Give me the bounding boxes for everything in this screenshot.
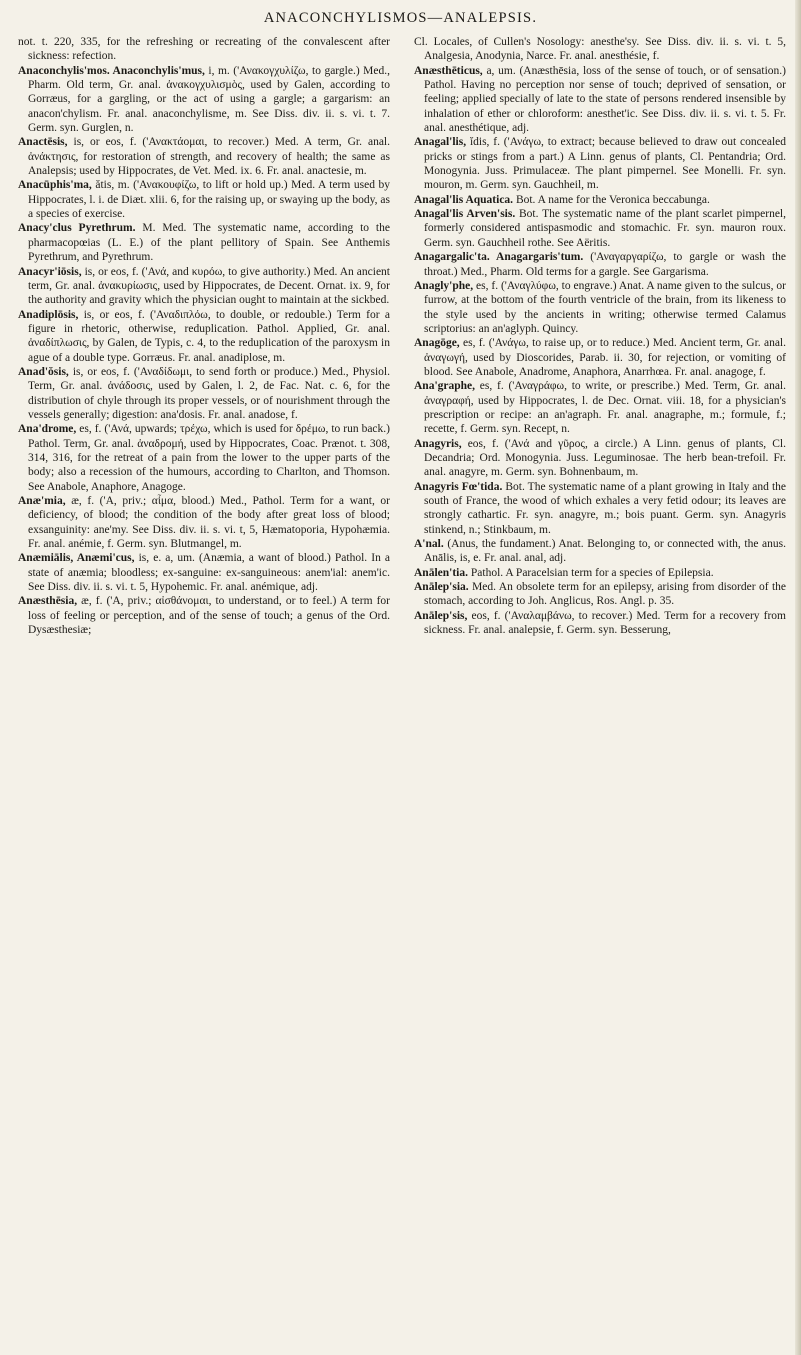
dictionary-entry: [414, 193, 786, 207]
entry-definition: not. t. 220, 335, for the refreshing or recreating of the convalescent after sickness: refection.: [18, 36, 390, 63]
dictionary-entry: [414, 580, 786, 609]
entry-definition: is, or eos, f. ('Ανακτάομαι, to recover.) Med. A term, Gr. anal. ἀνάκτησις, for restoration of strength, and recovery of health; the same as Analepsis; used by Hippocrates, de Vet. Med. ix. 6. Fr. anal. anactesie, m.: [28, 136, 391, 178]
entry-headword: Anālep'sis,: [414, 609, 468, 622]
dictionary-entry: [414, 279, 786, 336]
entry-definition: es, f. ('Αναγλύφω, to engrave.) Anat. A name given to the sulcus, or furrow, at the bottom of the fourth ventricle of the brain, from its likeness to the style used by the ancients in writing; otherwise termed Calamus scriptorius: an an'aglyph. Quincy.: [424, 279, 786, 335]
entry-definition: i, m. ('Ανακογχυλίζω, to gargle.) Med., Pharm. Old term, Gr. anal. ἀνακογχυλισμὸς, used by Galen, according to Gorræus, for a gargling, or the act of using a gargle; a gargarism: an anacon'chylism. Fr. anal. anaconchylisme, m. See Diss. div. ii. s. vi. t. 7. Germ. syn. Gurglen, n.: [28, 64, 391, 135]
entry-headword: Anagal'lis,: [414, 136, 467, 149]
entry-headword: Anagargalic'ta. Anagargaris'tum.: [414, 251, 584, 264]
dictionary-entry: [18, 35, 390, 64]
entry-headword: Anacūphis'ma,: [18, 179, 92, 192]
dictionary-entry: [18, 551, 390, 594]
entry-definition: a, um. (Anæsthēsia, loss of the sense of touch, or of sensation.) Pathol. Having no perception nor sense of touch; deprived of sensation, or feeling; applied specially of late to the state of persons rendered insensible by inhalation of ether or chloroform: anesthet'ic. See Diss. div. ii. s. vi. t. 5. Fr. anal. anesthétique, adj.: [424, 64, 786, 135]
dictionary-entry: [18, 308, 390, 365]
entry-definition: æ, f. ('A, priv.; αἰσθάνομαι, to understand, or to feel.) A term for loss of feeling or perception, and of the sense of touch; a genus of the Ord. Dysæsthesiæ;: [28, 595, 391, 637]
dictionary-entry: [414, 64, 786, 136]
entry-definition: ătis, m. ('Ανακουφίζω, to lift or hold up.) Med. A term used by Hippocrates, l. i. de Diæt. xlii. 6, for the raising up, or swaying up the body, as a species of exercise.: [28, 179, 391, 221]
right-column: [414, 35, 786, 637]
dictionary-entry: [414, 135, 786, 192]
entry-headword: Anacyr'iōsis,: [18, 265, 82, 278]
entry-headword: A'nal.: [414, 538, 444, 551]
entry-definition: (Anus, the fundament.) Anat. Belonging to, or connected with, the anus. Anālis, is, e. Fr. anal. anal, adj.: [424, 538, 786, 565]
entry-headword: Anæ'mia,: [18, 495, 66, 507]
entry-headword: Anæsthēticus,: [414, 64, 483, 77]
dictionary-entry: [18, 594, 390, 637]
dictionary-entry: [414, 480, 786, 537]
entry-headword: Anactēsis,: [18, 136, 68, 149]
entry-headword: Anæsthēsia,: [18, 595, 78, 608]
entry-definition: is, or eos, f. ('Ανά, and κυρόω, to give authority.) Med. An ancient term, Gr. anal. ἀνακυρίωσις, used by Hippocrates, de Decent. Ornat. ix. 9, for the authority and gravity which the physician ought to maintain at the sickbed.: [28, 265, 391, 307]
entry-definition: Bot. The systematic name of a plant growing in Italy and the south of France, the wood of which exhales a very fetid odour; its leaves are strongly cathartic. Fr. syn. anagyre, m.; bois puant. Germ. syn. Anagyris stinkend, n.; Stinkbaum, m.: [424, 480, 786, 536]
entry-definition: æ, f. ('A, priv.; αἷμα, blood.) Med., Pathol. Term for a want, or deficiency, of blood; the condition of the body after great loss of blood; exsanguinity: ane'my. See Diss. div. ii. s. vi. t, 5, Hæmatoporia, Hypohæmia. Fr. anal. anémie, f. Germ. syn. Blutmangel, m.: [28, 495, 391, 551]
dictionary-entry: [18, 265, 390, 308]
entry-headword: Anadiplōsis,: [18, 308, 79, 321]
entry-headword: Anagōge,: [414, 337, 460, 350]
left-column: [18, 35, 390, 637]
entry-headword: Anagal'lis Aquatica.: [414, 193, 514, 206]
page-edge: [795, 0, 801, 1355]
entry-headword: Ana'drome,: [18, 423, 77, 436]
entry-definition: es, f. ('Ανά, upwards; τρέχω, which is used for δρέμω, to run back.) Pathol. Term, Gr. anal. ἀναδρομή, used by Hippocrates, Coac. Prænot. t. 308, 314, 316, for the retreat of a pain from the lower to the upper parts of the body; also a recession of the humours, according to Charlton, and Thomson. See Anabole, Anaphore, Anagoge.: [28, 423, 390, 493]
dictionary-entry: [414, 566, 786, 580]
entry-definition: es, f. ('Ανάγω, to raise up, or to reduce.) Med. Ancient term, Gr. anal. ἀναγωγή, used by Dioscorides, Parab. ii. 30, for rejection, or vomiting of blood. See Anabole, Anadrome, Anaphora, Anarrhœa. Fr. anal. anagoge, f.: [424, 337, 786, 378]
dictionary-entry: [18, 135, 390, 178]
page-header: ANACONCHYLISMOS—ANALEPSIS.: [263, 10, 538, 26]
entry-headword: Anagyris,: [414, 437, 462, 450]
dictionary-entry: [414, 537, 786, 566]
entry-definition: Bot. A name for the Veronica beccabunga.: [515, 193, 710, 206]
dictionary-entry: [414, 336, 786, 379]
entry-definition: Bot. The systematic name of the plant scarlet pimpernel, formerly considered antispasmodic and stomachic. Fr. syn. mauron roux. Germ. syn. Gauchheil rothe. See Aëritis.: [424, 208, 786, 249]
dictionary-entry: [414, 437, 786, 480]
entry-definition: Cl. Locales, of Cullen's Nosology: anesthe'sy. See Diss. div. ii. s. vi. t. 5, Analgesia, Anodynia, Narce. Fr. anal. anesthésie, f.: [414, 36, 786, 63]
entry-headword: Anagal'lis Arven'sis.: [414, 208, 516, 221]
dictionary-entry: [414, 609, 786, 638]
entry-headword: Anacy'clus Pyrethrum.: [18, 222, 136, 235]
entry-headword: Anæmiālis, Anæmi'cus,: [18, 552, 135, 565]
dictionary-entry: [18, 494, 390, 551]
entry-definition: is, or eos, f. ('Αναδίδωμι, to send forth or produce.) Med., Physiol. Term, Gr. anal. ἀνάδοσις, used by Galen, l. 2, de Fac. Nat. c. 6, for the distribution of chyle through its proper vessels, or of nourishment through the vessels generally; digestion: ana'dosis. Fr. anal. anadose, f.: [28, 365, 391, 421]
entry-headword: Anālep'sia.: [414, 581, 469, 594]
entry-definition: M. Med. The systematic name, according to the pharmacopœias (L. E.) of the plant pellitory of Spain. See Anthemis Pyrethrum, and Pyrethrum.: [28, 222, 390, 264]
entry-headword: Anagyris Fœ'tida.: [414, 480, 503, 493]
dictionary-entry: [414, 35, 786, 64]
dictionary-entry: [18, 178, 390, 221]
dictionary-entry: [18, 422, 390, 494]
dictionary-entry: [414, 250, 786, 279]
entry-headword: Ana'graphe,: [414, 380, 476, 393]
entry-headword: Anad'ŏsis,: [18, 365, 69, 378]
entry-headword: Anaconchylis'mos. Anaconchylis'mus,: [18, 64, 205, 77]
entry-headword: Anālen'tia.: [414, 566, 468, 579]
entry-headword: Anagly'phe,: [414, 279, 474, 292]
entry-definition: Med. An obsolete term for an epilepsy, arising from disorder of the stomach, according to Joh. Anglicus, Ros. Angl. p. 35.: [424, 581, 787, 608]
entry-definition: eos, f. ('Αναλαμβάνω, to recover.) Med. Term for a recovery from sickness. Fr. anal. analepsie, f. Germ. syn. Besserung,: [424, 609, 787, 637]
dictionary-entry: [18, 221, 390, 264]
dictionary-entry: [18, 64, 390, 136]
entry-definition: ĭdis, f. ('Ανάγω, to extract; because believed to draw out concealed pricks or stings from a part.) A Linn. genus of plants, Cl. Pentandria; Ord. Monogynia. Juss. Primulaceæ. The plant pimpernel. See Monelli. Fr. syn. mouron, m. Germ. syn. Gauchheil, m.: [424, 136, 786, 192]
entry-definition: Pathol. A Paracelsian term for a species of Epilepsia.: [470, 566, 714, 579]
dictionary-entry: [18, 365, 390, 422]
entry-definition: is, e. a, um. (Anæmia, a want of blood.) Pathol. In a state of anæmia; bloodless; ex-sanguine: ex-sanguineous: anem'ial: anem'ic. See Diss. div. ii. s. vi. t. 5, Hypohemic. Fr. anal. anémique, adj.: [28, 552, 390, 594]
dictionary-entry: [414, 379, 786, 436]
entry-definition: es, f. ('Αναγράφω, to write, or prescribe.) Med. Term, Gr. anal. ἀναγραφή, used by Hippocrates, l. de Dec. Ornat. viii. 18, for a physician's prescription or recipe: an an'agraph. Fr. anal. anagraphe, m.; formule, f.; recette, f. Germ. syn. Recept, n.: [424, 380, 787, 436]
entry-definition: is, or eos, f. ('Αναδιπλόω, to double, or redouble.) Term for a figure in rhetoric, otherwise, reduplication. Pathol. Applied, Gr. anal. ἀναδίπλωσις, by Galen, de Typis, c. 4, to the reduplication of the paroxysm in ague of a double type. Gorræus. Fr. anal. anadiplose, m.: [28, 308, 391, 364]
dictionary-entry: [414, 207, 786, 250]
entry-definition: ('Αναγαργαρίζω, to gargle or wash the throat.) Med., Pharm. Old terms for a gargle. See Gargarisma.: [424, 251, 786, 278]
entry-definition: eos, f. ('Ανά and γῦρος, a circle.) A Linn. genus of plants, Cl. Decandria; Ord. Monogynia. Juss. Leguminosae. The herb bean-trefoil. Fr. anal. anagyre, m. Germ. syn. Bohnenbaum, m.: [424, 437, 786, 479]
